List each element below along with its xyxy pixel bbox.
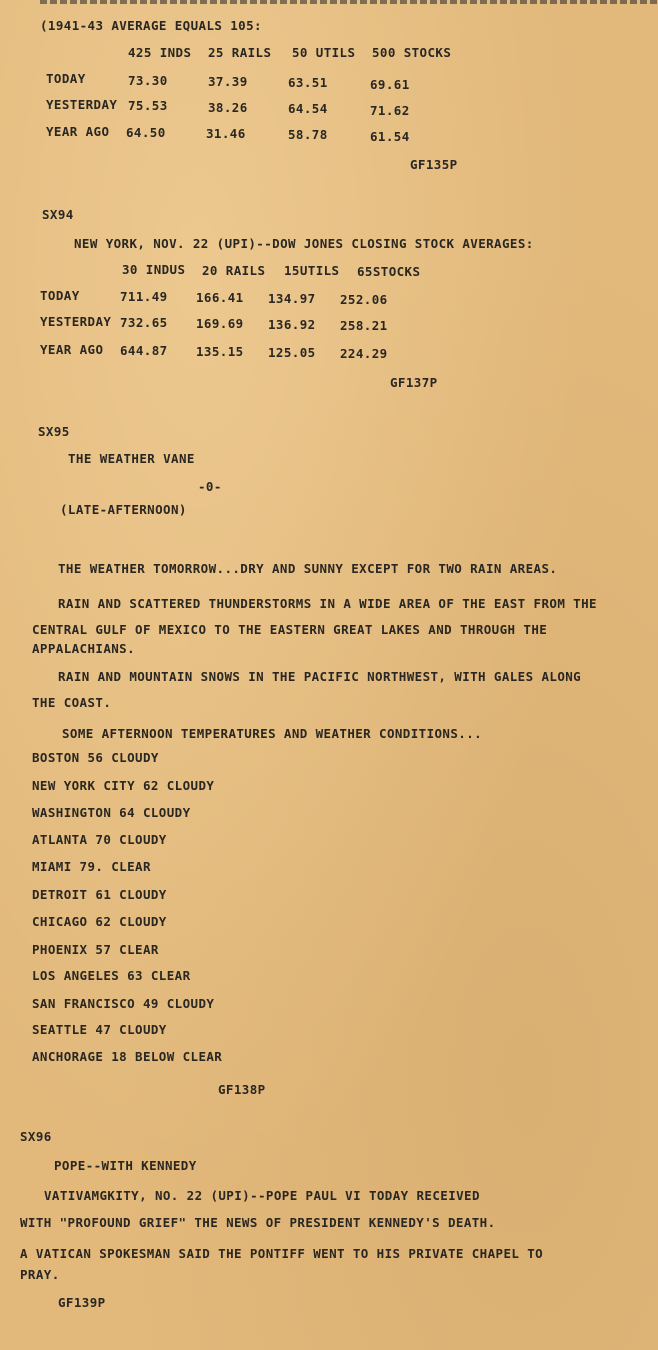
transmission-code: GF139P: [58, 1295, 106, 1310]
story-title: THE WEATHER VANE: [68, 451, 195, 466]
story-line: VATIVAMGKITY, NO. 22 (UPI)--POPE PAUL VI TODAY RECEIVED: [44, 1188, 480, 1203]
block2-cell: 252.06: [340, 292, 388, 307]
block1-header: 425 INDS: [128, 45, 192, 60]
block2-header: 65STOCKS: [357, 264, 421, 279]
block1-cell: 58.78: [288, 127, 328, 142]
story-line: PRAY.: [20, 1267, 60, 1282]
block2-cell: 134.97: [268, 291, 316, 306]
city-reading: DETROIT 61 CLOUDY: [32, 887, 167, 902]
block2-header: 30 INDUS: [122, 262, 186, 277]
block1-cell: 71.62: [370, 103, 410, 118]
city-reading: NEW YORK CITY 62 CLOUDY: [32, 778, 215, 793]
paragraph-line: APPALACHIANS.: [32, 641, 136, 656]
city-reading: WASHINGTON 64 CLOUDY: [32, 805, 191, 820]
block1-row-label: YESTERDAY: [46, 97, 118, 112]
city-reading: ATLANTA 70 CLOUDY: [32, 832, 167, 847]
transmission-code: GF138P: [218, 1082, 266, 1097]
block1-cell: 69.61: [370, 77, 410, 92]
dateline: NEW YORK, NOV. 22 (UPI)--DOW JONES CLOSING STOCK AVERAGES:: [74, 236, 534, 251]
block2-cell: 224.29: [340, 346, 388, 361]
city-reading: BOSTON 56 CLOUDY: [32, 750, 159, 765]
block2-row-label: YESTERDAY: [40, 314, 112, 329]
story-line: WITH "PROFOUND GRIEF" THE NEWS OF PRESIDENT KENNEDY'S DEATH.: [20, 1215, 496, 1230]
paragraph-line: THE COAST.: [32, 695, 112, 710]
transmission-code: GF135P: [410, 157, 458, 172]
paragraph-line: THE WEATHER TOMORROW...DRY AND SUNNY EXCEPT FOR TWO RAIN AREAS.: [58, 561, 558, 576]
story-slug: SX94: [42, 207, 74, 222]
block2-cell: 135.15: [196, 344, 244, 359]
paragraph-line: SOME AFTERNOON TEMPERATURES AND WEATHER CONDITIONS...: [62, 726, 483, 741]
city-reading: LOS ANGELES 63 CLEAR: [32, 968, 191, 983]
story-slug: SX96: [20, 1129, 52, 1144]
city-reading: SAN FRANCISCO 49 CLOUDY: [32, 996, 215, 1011]
block1-cell: 63.51: [288, 75, 328, 90]
block2-cell: 125.05: [268, 345, 316, 360]
city-reading: MIAMI 79. CLEAR: [32, 859, 151, 874]
block1-header: 50 UTILS: [292, 45, 356, 60]
story-line: A VATICAN SPOKESMAN SAID THE PONTIFF WENT TO HIS PRIVATE CHAPEL TO: [20, 1246, 544, 1261]
block2-row-label: TODAY: [40, 288, 80, 303]
block1-row-label: YEAR AGO: [46, 124, 110, 139]
city-reading: SEATTLE 47 CLOUDY: [32, 1022, 167, 1037]
transmission-code: GF137P: [390, 375, 438, 390]
block2-cell: 258.21: [340, 318, 388, 333]
edition-label: (LATE-AFTERNOON): [60, 502, 187, 517]
block1-cell: 75.53: [128, 98, 168, 113]
story-title: POPE--WITH KENNEDY: [54, 1158, 197, 1173]
block2-cell: 166.41: [196, 290, 244, 305]
block2-row-label: YEAR AGO: [40, 342, 104, 357]
block1-cell: 64.54: [288, 101, 328, 116]
block1-header: 500 STOCKS: [372, 45, 452, 60]
city-reading: PHOENIX 57 CLEAR: [32, 942, 159, 957]
paragraph-line: RAIN AND MOUNTAIN SNOWS IN THE PACIFIC NORTHWEST, WITH GALES ALONG: [58, 669, 582, 684]
block1-cell: 64.50: [126, 125, 166, 140]
torn-top-edge: [40, 0, 658, 4]
paragraph-line: CENTRAL GULF OF MEXICO TO THE EASTERN GREAT LAKES AND THROUGH THE: [32, 622, 548, 637]
block2-cell: 136.92: [268, 317, 316, 332]
block2-cell: 644.87: [120, 343, 168, 358]
city-reading: ANCHORAGE 18 BELOW CLEAR: [32, 1049, 223, 1064]
block1-cell: 61.54: [370, 129, 410, 144]
block2-cell: 732.65: [120, 315, 168, 330]
block1-cell: 38.26: [208, 100, 248, 115]
separator: -0-: [198, 479, 222, 494]
city-reading: CHICAGO 62 CLOUDY: [32, 914, 167, 929]
block1-cell: 73.30: [128, 73, 168, 88]
block1-cell: 37.39: [208, 74, 248, 89]
block1-row-label: TODAY: [46, 71, 86, 86]
story-slug: SX95: [38, 424, 70, 439]
block2-cell: 169.69: [196, 316, 244, 331]
block1-cell: 31.46: [206, 126, 246, 141]
block2-cell: 711.49: [120, 289, 168, 304]
paragraph-line: RAIN AND SCATTERED THUNDERSTORMS IN A WIDE AREA OF THE EAST FROM THE: [58, 596, 597, 611]
block2-header: 15UTILS: [284, 263, 340, 278]
block1-intro: (1941-43 AVERAGE EQUALS 105:: [40, 18, 262, 33]
block1-header: 25 RAILS: [208, 45, 272, 60]
block2-header: 20 RAILS: [202, 263, 266, 278]
